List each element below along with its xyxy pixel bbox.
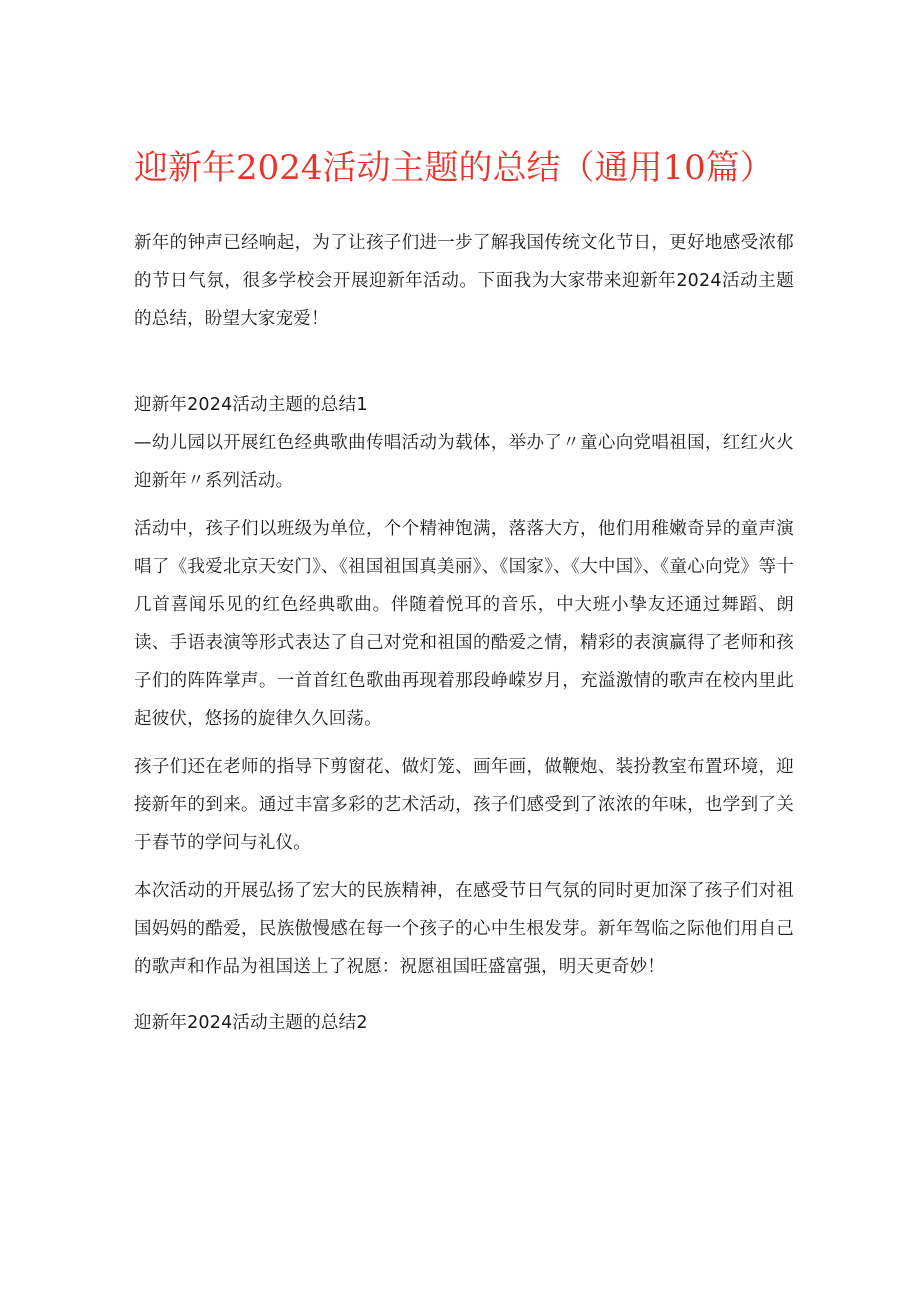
document-body bbox=[134, 224, 794, 1042]
section-1-paragraph-1: —幼儿园以开展红色经典歌曲传唱活动为载体，举办了〃童心向党唱祖国，红红火火迎新年〃系列活动。 bbox=[134, 433, 794, 491]
section-1-paragraph-2: 活动中，孩子们以班级为单位，个个精神饱满，落落大方，他们用稚嫩奇异的童声演唱了《我爱北京天安门》、《祖国祖国真美丽》、《国家》、《大中国》、《童心向党》等十几首喜闻乐见的红色经典歌曲。伴随着悦耳的音乐，中大班小挚友还通过舞蹈、朗读、手语表演等形式表达了自己对党和祖国的酷爱之情，精彩的表演赢得了老师和孩子们的阵阵掌声。一首首红色歌曲再现着那段峥嵘岁月，充溢激情的歌声在校内里此起彼伏，悠扬的旋律久久回荡。 bbox=[134, 519, 794, 729]
section-heading-1: 迎新年2024活动主题的总结1 bbox=[134, 395, 368, 415]
section-heading-2: 迎新年2024活动主题的总结2 bbox=[134, 1013, 368, 1033]
section-1-paragraph-4: 本次活动的开展弘扬了宏大的民族精神，在感受节日气氛的同时更加深了孩子们对祖国妈妈的酷爱，民族傲慢感在每一个孩子的心中生根发芽。新年驾临之际他们用自己的歌声和作品为祖国送上了祝愿：祝愿祖国旺盛富强，明天更奇妙！ bbox=[134, 881, 794, 977]
section-1-paragraph-3: 孩子们还在老师的指导下剪窗花、做灯笼、画年画，做鞭炮、装扮教室布置环境，迎接新年的到来。通过丰富多彩的艺术活动，孩子们感受到了浓浓的年味，也学到了关于春节的学问与礼仪。 bbox=[134, 757, 794, 853]
intro-paragraph: 新年的钟声已经响起，为了让孩子们进一步了解我国传统文化节日，更好地感受浓郁的节日气氛，很多学校会开展迎新年活动。下面我为大家带来迎新年2024活动主题的总结，盼望大家宠爱！ bbox=[134, 233, 794, 329]
document-title: 迎新年2024活动主题的总结（通用10篇） bbox=[134, 148, 774, 188]
